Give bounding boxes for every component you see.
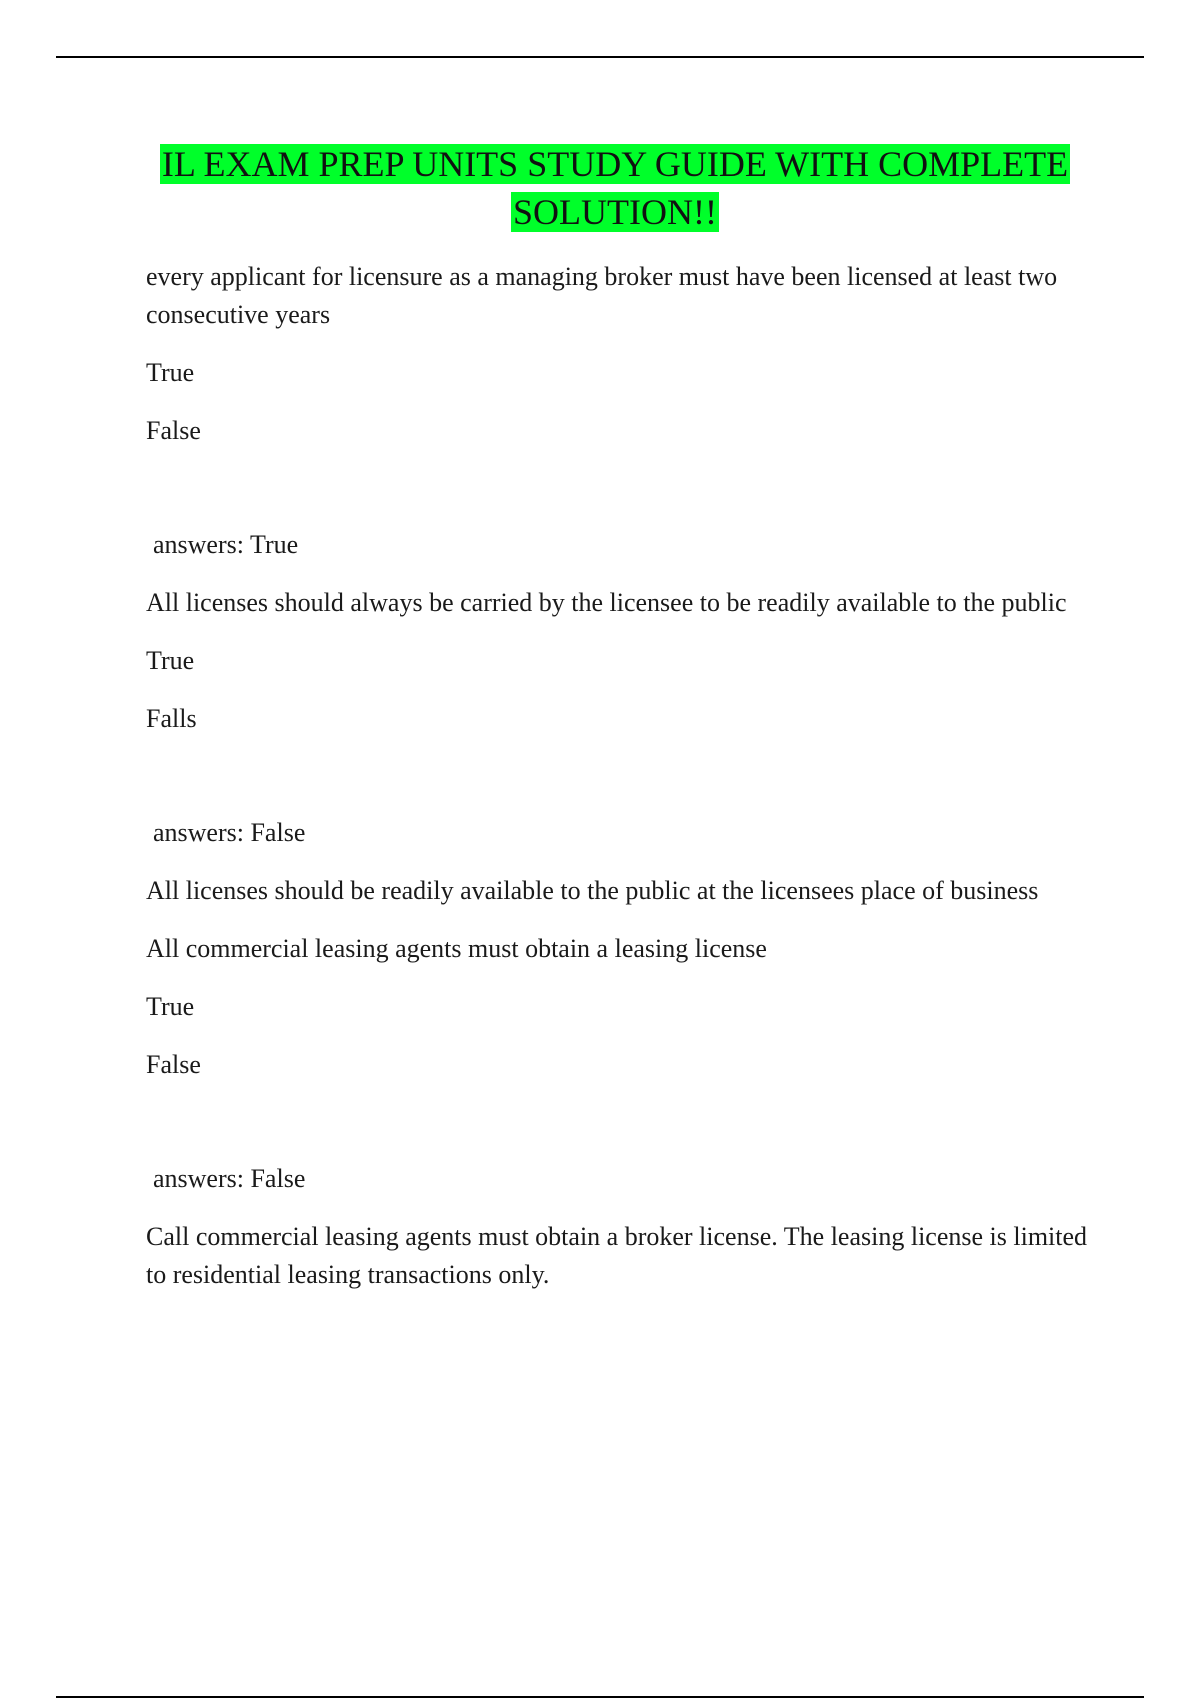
question-1: every applicant for licensure as a managing broker must have been licensed at least two consecutive years bbox=[146, 262, 1064, 329]
title-highlight: IL EXAM PREP UNITS STUDY GUIDE WITH COMPLETE SOLUTION!! bbox=[161, 144, 1069, 232]
answer-1: answers: True bbox=[153, 530, 299, 559]
option-true: True bbox=[146, 358, 195, 387]
bottom-rule bbox=[56, 1696, 1144, 1698]
page-title bbox=[120, 140, 1110, 236]
answer-3: answers: False bbox=[153, 1164, 306, 1193]
option-true: True bbox=[146, 646, 195, 675]
question-3: All commercial leasing agents must obtain a leasing license bbox=[146, 934, 767, 963]
answer-2: answers: False bbox=[153, 818, 306, 847]
document-body bbox=[146, 258, 1106, 1314]
top-rule bbox=[56, 56, 1144, 58]
option-falls: Falls bbox=[146, 704, 197, 733]
explanation-3: Call commercial leasing agents must obtain a broker license. The leasing license is limited to residential leasing transactions only. bbox=[146, 1222, 1094, 1289]
option-false: False bbox=[146, 1050, 201, 1079]
question-2: All licenses should always be carried by the licensee to be readily available to the public bbox=[146, 588, 1067, 617]
explanation-2: All licenses should be readily available to the public at the licensees place of business bbox=[146, 876, 1039, 905]
option-false: False bbox=[146, 416, 201, 445]
option-true: True bbox=[146, 992, 195, 1021]
